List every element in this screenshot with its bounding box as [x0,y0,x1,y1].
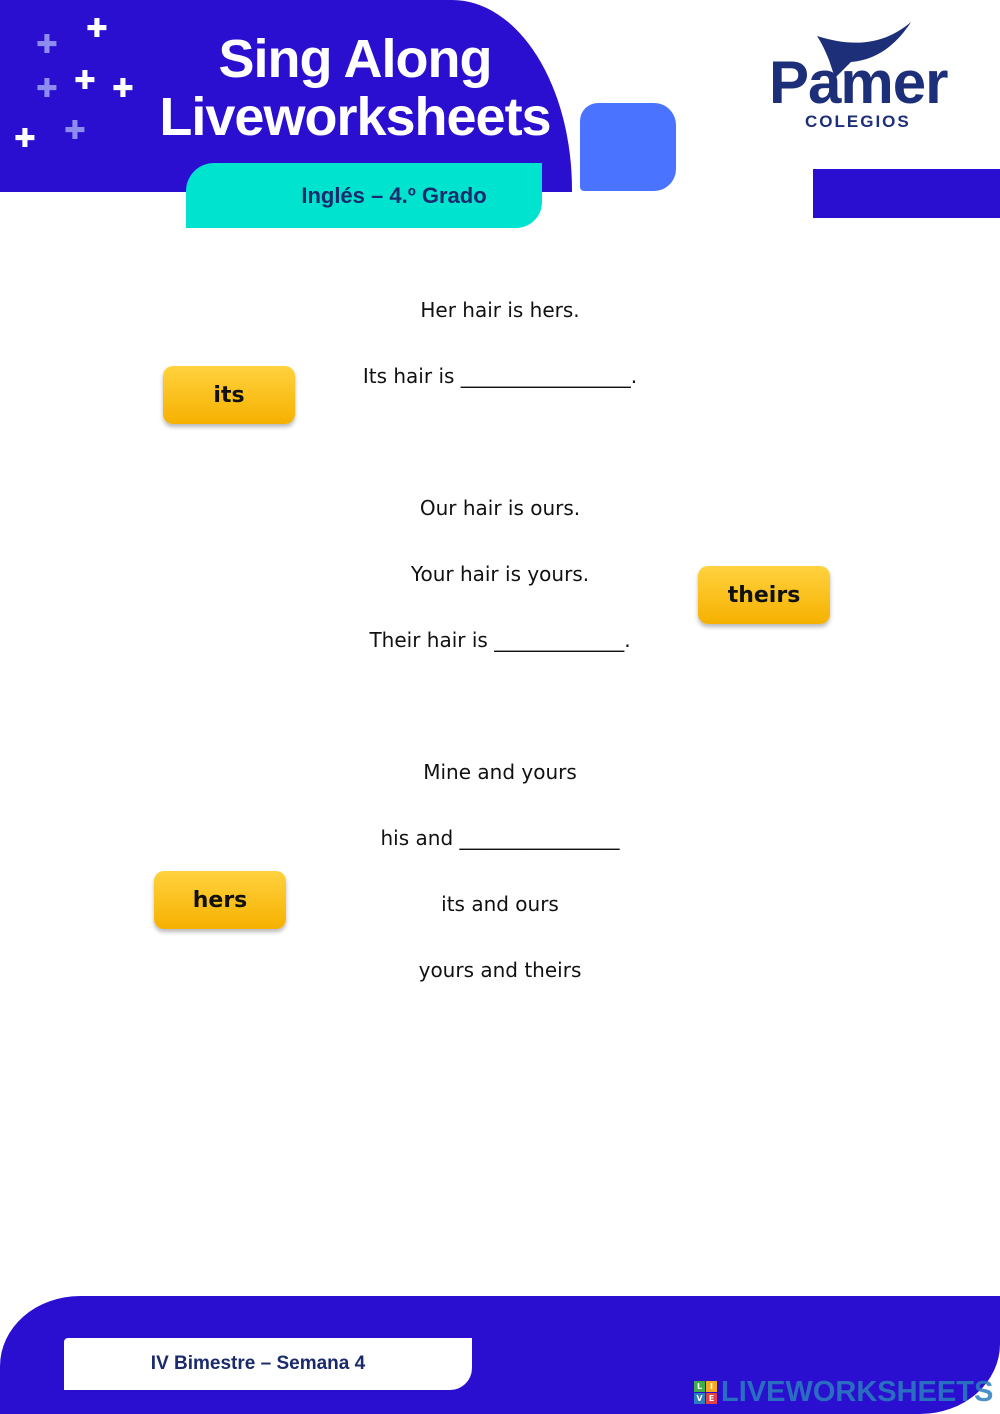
watermark-text: LIVEWORKSHEETS [721,1376,994,1408]
liveworksheets-watermark [694,1376,993,1409]
badge-letter: I [706,1381,717,1392]
verse-line: Our hair is ours. [419,496,581,520]
sparkle-icon: ✚ [14,124,36,154]
title-line-2: Liveworksheets [159,87,551,147]
logo-name: Pamer [769,49,948,116]
verse-line: Your hair is yours. [410,562,590,586]
badge-letter: V [694,1393,705,1404]
sparkle-icon: ✚ [74,66,96,96]
verse-line-blank[interactable]: Its hair is _________________. [362,364,638,388]
grade-label: Inglés – 4.º Grado [301,182,487,208]
verse-line-blank[interactable]: his and ________________ [380,826,620,850]
grade-tab [186,163,542,228]
liveworksheets-logo-icon [694,1381,717,1404]
decorative-bar [813,169,1000,218]
answer-tile-hers[interactable]: hers [154,871,286,929]
school-logo [765,18,965,138]
answer-tile-theirs[interactable]: theirs [698,566,830,624]
badge-letter: L [694,1381,705,1392]
sparkle-icon: ✚ [112,74,134,104]
sparkle-icon: ✚ [64,116,86,146]
verse-line: Her hair is hers. [420,298,580,322]
footer-tab [64,1338,472,1390]
verse-line-blank[interactable]: Their hair is _____________. [369,628,631,652]
title-line-1: Sing Along [218,29,492,89]
worksheet-title [150,30,560,146]
verse-line: Mine and yours [423,760,577,784]
sparkle-icon: ✚ [36,30,58,60]
logo-subtitle: COLEGIOS [805,112,911,131]
sparkle-icon: ✚ [36,74,58,104]
verse-line: yours and theirs [418,958,582,982]
decorative-square [580,103,676,191]
sparkle-icon: ✚ [86,14,108,44]
answer-tile-its[interactable]: its [163,366,295,424]
badge-letter: E [706,1393,717,1404]
verse-line: its and ours [441,892,559,916]
period-label: IV Bimestre – Semana 4 [150,1353,366,1374]
